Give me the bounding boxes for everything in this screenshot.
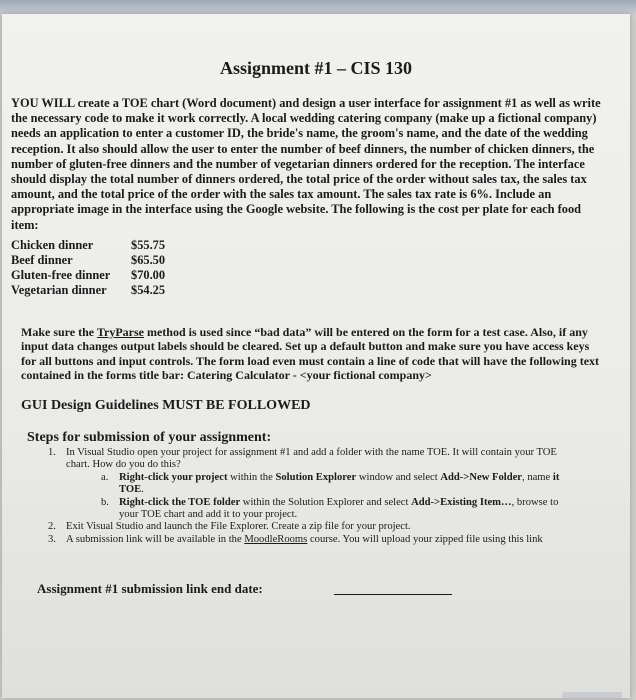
step-text: A submission link will be available in the [66, 533, 245, 545]
submission-deadline-label: Assignment #1 submission link end date: [37, 581, 263, 596]
sub-step-bold: Add->New Folder [440, 471, 523, 483]
step-text: Exit Visual Studio and launch the File Explorer. Create a zip file for your project. [66, 521, 411, 533]
sub-step-text: . [141, 484, 144, 496]
requirements-paragraph [21, 325, 601, 383]
gui-guidelines-heading: GUI Design Guidelines MUST BE FOLLOWED [21, 398, 311, 413]
requirements-text-end: method is used since “bad data” will be entered on the form for a test case. Also, if any input data changes output labels should be cleared. Set up a default button and make sure you have access keys for all buttons and input controls. The form load even must contain a line of code that will have the following text contained in the forms title bar: Catering Calculator - <your fictional company> [21, 325, 600, 383]
price-row [11, 283, 165, 298]
sub-step-text: , browse to your TOE chart and add it to your project. [119, 496, 559, 521]
price-row [11, 238, 165, 253]
price-item: Chicken dinner [11, 238, 94, 252]
step-item [48, 521, 578, 533]
sub-step-bold: Right-click your project [119, 471, 228, 483]
price-item: Beef dinner [11, 253, 73, 267]
tryparse-term: TryParse [96, 325, 144, 339]
step-number: 3. [48, 533, 56, 545]
price-item: Vegetarian dinner [11, 283, 107, 297]
price-item: Gluten-free dinner [11, 268, 111, 282]
step-text: course. You will upload your zipped file using this link [307, 533, 543, 545]
sub-step-bold: Solution Explorer [275, 471, 357, 483]
sub-steps [66, 472, 578, 522]
sub-step-label: a. [101, 471, 109, 483]
assignment-description: YOU WILL create a TOE chart (Word document) and design a user interface for assignment #1 as well as write the necessary code to make it work correctly. A local wedding catering company (make up a fictional company) needs an application to enter a customer ID, the bride's name, the groom's name, and the date of the wedding reception. It also should allow the user to enter the number of beef dinners, the number of chicken dinners, the number of gluten-free dinners and the number of vegetarian dinners ordered for the reception. The interface should display the total number of dinners ordered, the total price of the order without sales tax, the sales tax amount, and the total price of the order with the sales tax amount. The sales tax rate is 6%. Include an appropriate image in the interface using the Google website. The following is the cost per plate for each food item: [11, 96, 601, 232]
sub-step-bold: Right-click the TOE folder [119, 496, 241, 508]
price-value: $55.75 [131, 238, 166, 252]
step-number: 2. [48, 521, 56, 533]
submission-steps [48, 447, 578, 546]
sub-step-text: , name [522, 471, 553, 483]
sub-step-text: within the [227, 471, 276, 483]
sub-step-text: window and select [356, 471, 441, 483]
price-row [11, 253, 165, 268]
price-value: $65.50 [131, 253, 166, 267]
sub-step-label: b. [101, 496, 109, 508]
step-item [48, 534, 578, 546]
sub-step-text: within the Solution Explorer and select [240, 496, 412, 508]
price-row [11, 268, 165, 283]
document-page [2, 14, 630, 698]
price-value: $70.00 [131, 268, 166, 282]
window-top-bar [0, 0, 636, 14]
sub-step-item [101, 497, 578, 522]
steps-heading: Steps for submission of your assignment: [27, 430, 272, 445]
step-number: 1. [48, 447, 56, 458]
moodlerooms-term: MoodleRooms [244, 533, 308, 545]
page-title: Assignment #1 – CIS 130 [219, 58, 413, 78]
blank-fill-line [334, 594, 452, 595]
requirements-text-start: Make sure the [21, 325, 97, 339]
price-value: $54.25 [131, 283, 166, 297]
sub-step-bold: it TOE [119, 471, 560, 496]
step-item [48, 447, 578, 521]
step-text: In Visual Studio open your project for assignment #1 and add a folder with the name TOE. It will contain your TOE chart. How do you do this? [66, 447, 557, 471]
price-list [11, 238, 165, 298]
taskbar-corner [562, 692, 622, 698]
sub-step-item [101, 472, 578, 497]
sub-step-bold: Add->Existing Item… [411, 496, 512, 508]
